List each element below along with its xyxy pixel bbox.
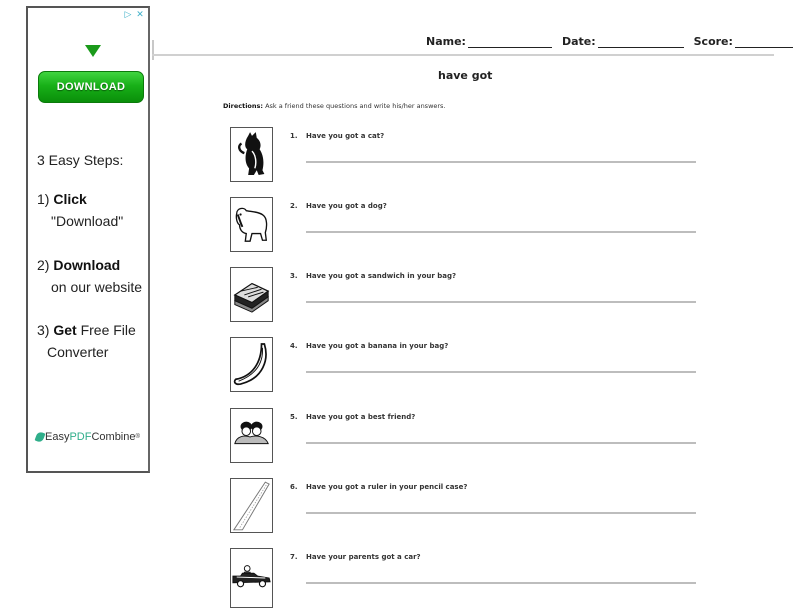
- step-detail: "Download": [51, 213, 124, 229]
- answer-line[interactable]: [306, 301, 696, 303]
- banana-icon: [230, 337, 273, 392]
- answer-line[interactable]: [306, 371, 696, 373]
- directions-label: Directions:: [223, 102, 263, 110]
- name-field: [426, 35, 552, 48]
- directions: [223, 102, 446, 110]
- answer-line[interactable]: [306, 442, 696, 444]
- ad-controls: [123, 10, 145, 20]
- header-fields: [426, 35, 800, 48]
- easypdfcombine-logo[interactable]: [36, 431, 140, 443]
- step-detail: Converter: [47, 344, 109, 360]
- header-divider: [152, 54, 774, 56]
- question-text: Have you got a cat?: [306, 132, 385, 140]
- question-number: 6.: [290, 483, 298, 491]
- question-text: Have your parents got a car?: [306, 553, 421, 561]
- logo-easy: Easy: [45, 431, 70, 443]
- step-number: 1): [37, 191, 50, 207]
- answer-line[interactable]: [306, 161, 696, 163]
- step-detail: on our website: [51, 279, 143, 295]
- question-item: [230, 127, 700, 185]
- ad-step-1: [37, 188, 123, 232]
- question-number: 5.: [290, 413, 298, 421]
- date-blank: [598, 35, 684, 48]
- cat-icon: [230, 127, 273, 182]
- question-text: Have you got a best friend?: [306, 413, 416, 421]
- dog-icon: [230, 197, 273, 252]
- question-item: [230, 478, 700, 536]
- logo-combine: Combine: [91, 431, 136, 443]
- leaf-icon: [35, 431, 46, 443]
- question-text: Have you got a dog?: [306, 202, 387, 210]
- question-number: 3.: [290, 272, 298, 280]
- step-number: 2): [37, 257, 50, 273]
- question-number: 2.: [290, 202, 298, 210]
- step-action: Download: [53, 257, 121, 273]
- question-item: [230, 267, 700, 325]
- score-blank: [735, 35, 793, 48]
- ad-steps-title: 3 Easy Steps:: [37, 152, 124, 168]
- car-icon: [230, 548, 273, 608]
- answer-line[interactable]: [306, 582, 696, 584]
- date-label: Date:: [561, 35, 596, 48]
- question-number: 1.: [290, 132, 298, 140]
- question-item: [230, 548, 700, 606]
- question-item: [230, 337, 700, 395]
- step-action: Click: [53, 191, 87, 207]
- score-label: Score:: [693, 35, 733, 48]
- question-text: Have you got a ruler in your pencil case?: [306, 483, 468, 491]
- question-number: 4.: [290, 342, 298, 350]
- question-text: Have you got a banana in your bag?: [306, 342, 449, 350]
- ad-step-2: [37, 254, 142, 298]
- worksheet-title: have got: [438, 69, 493, 82]
- step-number: 3): [37, 322, 50, 338]
- logo-pdf: PDF: [69, 431, 92, 443]
- ad-panel: [26, 6, 150, 473]
- question-item: [230, 197, 700, 255]
- ruler-icon: [230, 478, 273, 533]
- question-item: [230, 408, 700, 466]
- step-rest: Free File: [80, 322, 136, 338]
- question-number: 7.: [290, 553, 298, 561]
- ad-step-3: [37, 319, 136, 363]
- name-blank: [468, 35, 552, 48]
- logo-mark: ®: [135, 434, 140, 440]
- step-action: Get: [53, 322, 77, 338]
- page-edge: [152, 40, 154, 60]
- score-field: [694, 35, 793, 48]
- answer-line[interactable]: [306, 512, 696, 514]
- name-label: Name:: [426, 35, 466, 48]
- arrow-down-icon: [85, 45, 101, 57]
- ad-choices-icon[interactable]: ▷: [124, 10, 132, 20]
- sandwich-icon: [230, 267, 273, 322]
- directions-text: Ask a friend these questions and write his/her answers.: [265, 102, 446, 110]
- friends-icon: [230, 408, 273, 463]
- download-button[interactable]: DOWNLOAD: [38, 71, 144, 103]
- ad-close-icon[interactable]: ✕: [136, 10, 144, 20]
- answer-line[interactable]: [306, 231, 696, 233]
- date-field: [562, 35, 684, 48]
- question-text: Have you got a sandwich in your bag?: [306, 272, 457, 280]
